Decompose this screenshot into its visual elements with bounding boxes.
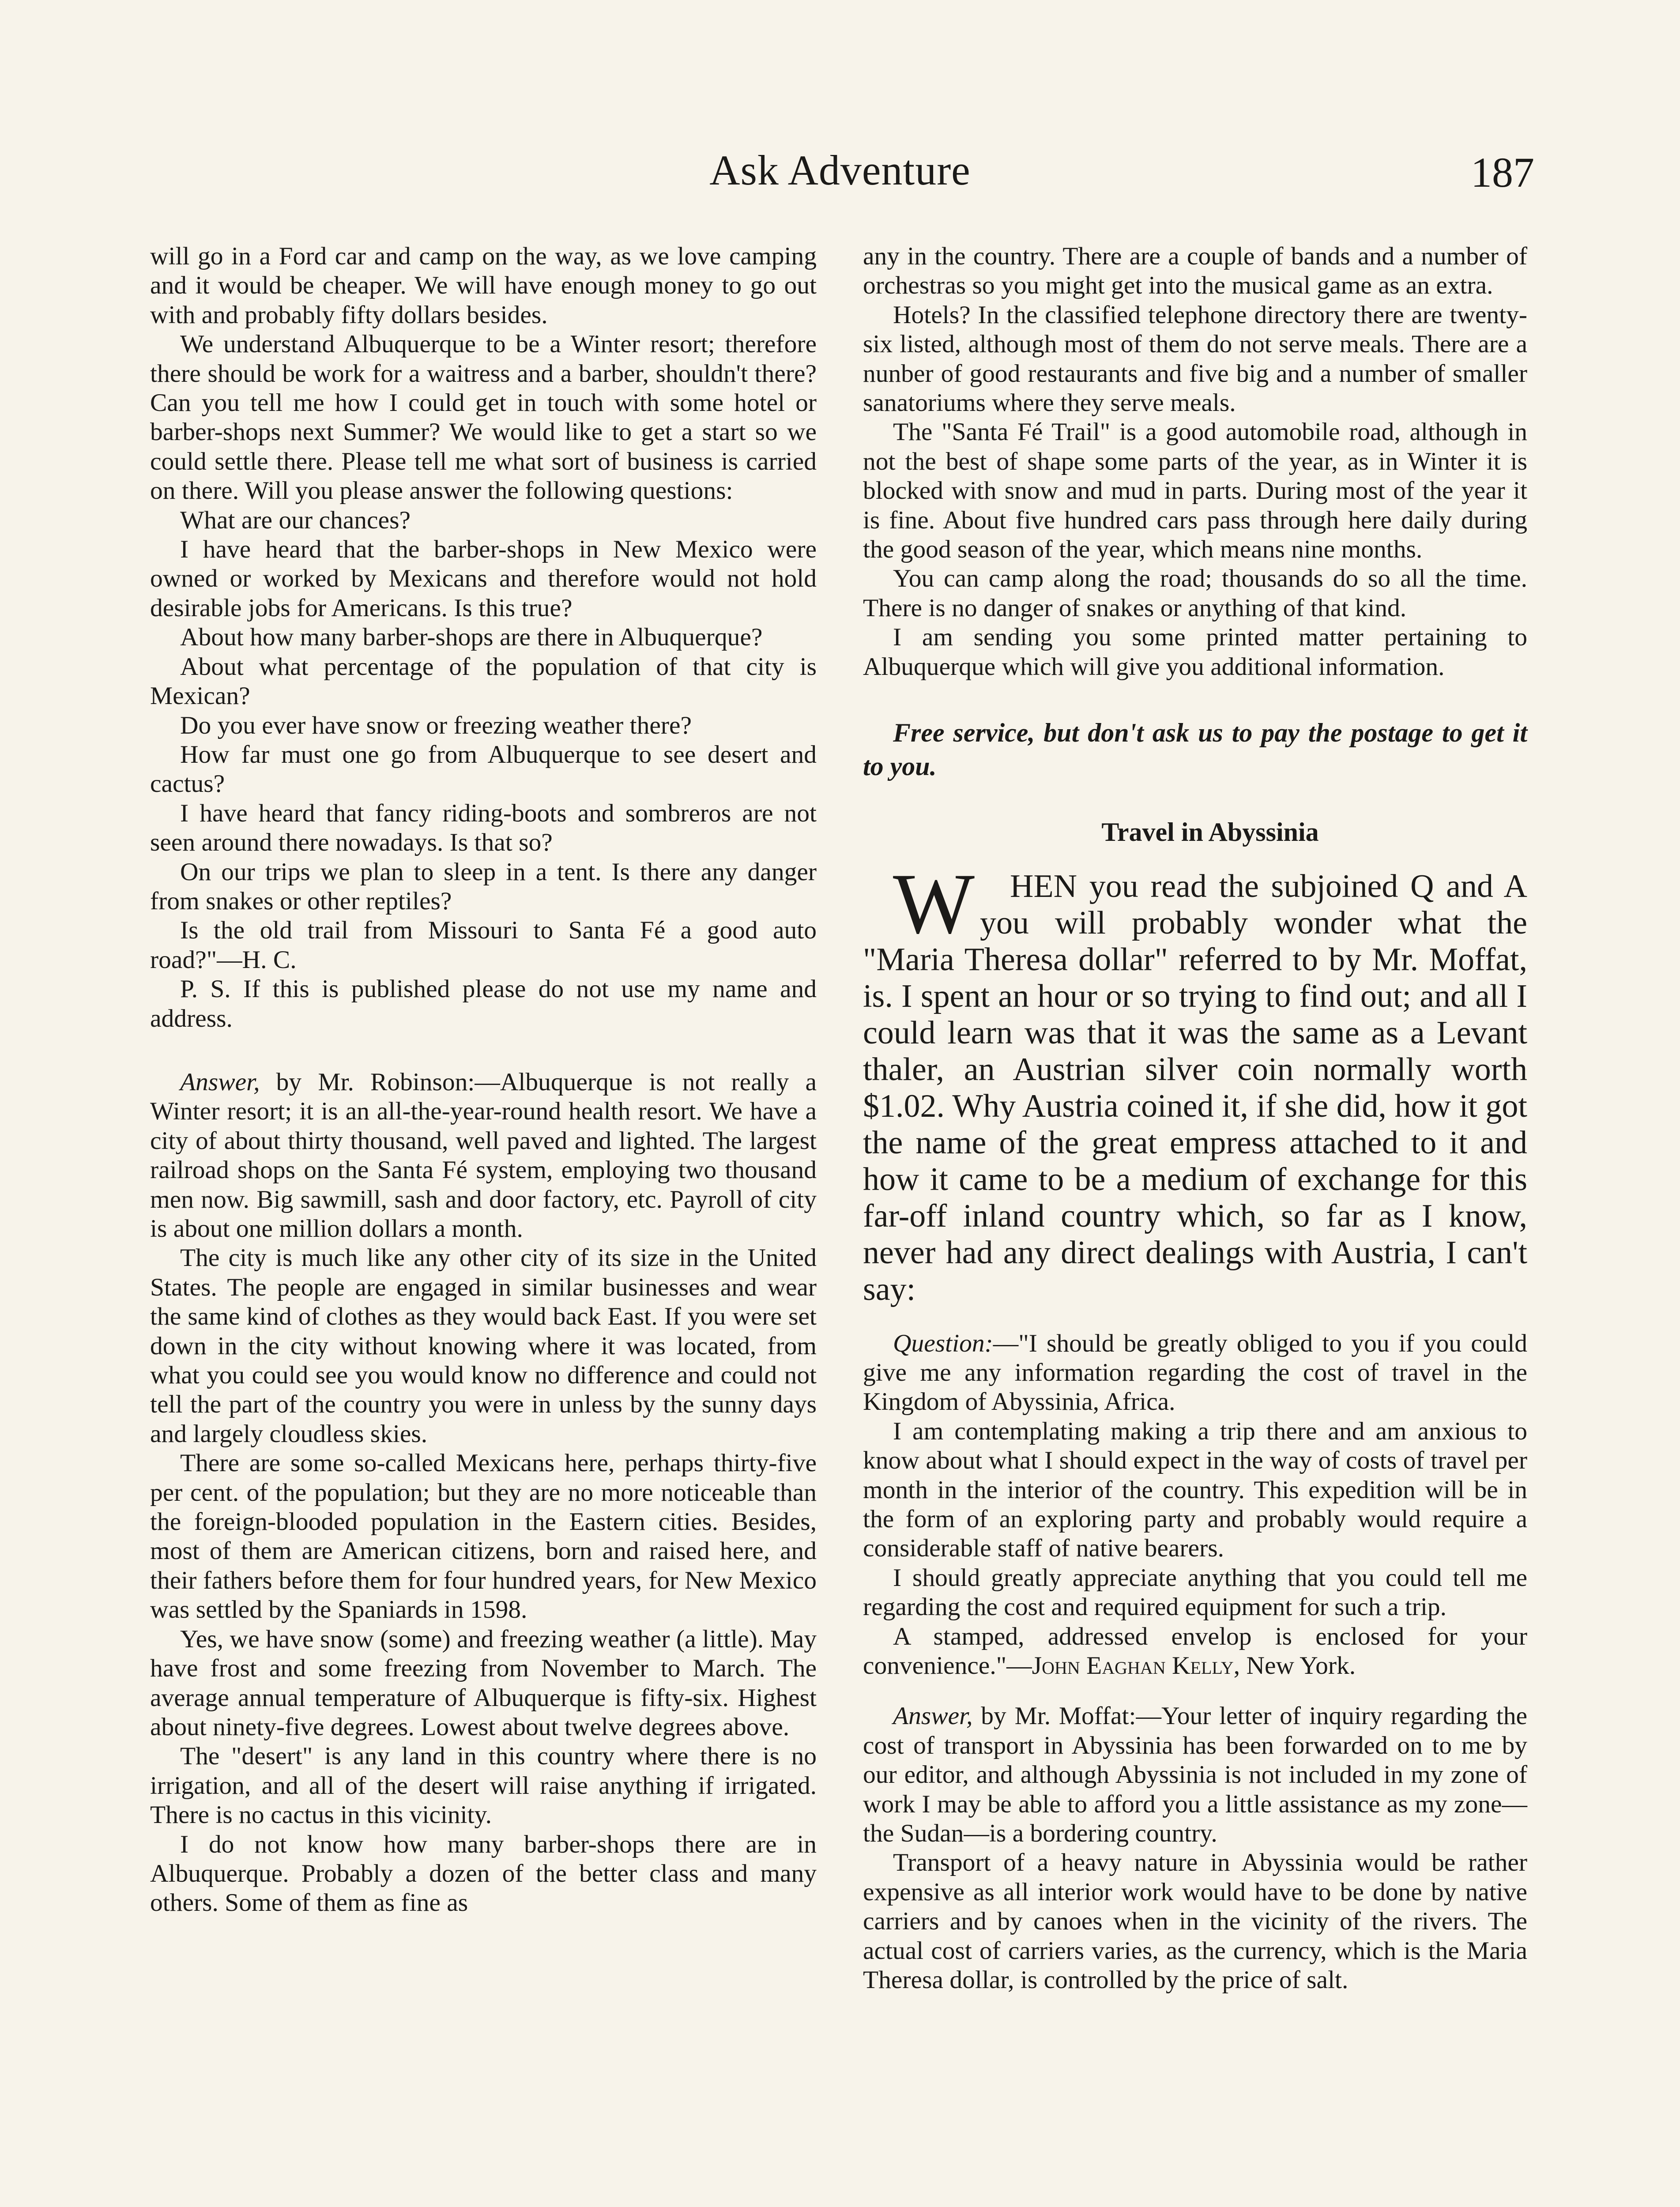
paragraph: About what percentage of the population of that city is Mexican? [150,652,817,710]
paragraph: I have heard that fancy riding-boots and sombreros are not seen around there nowadays. Is that so? [150,799,817,857]
left-column [150,242,817,1918]
paragraph: The "Santa Fé Trail" is a good automobile road, although in not the best of shape some parts of the year, as in Winter it is blocked with snow and mud in parts. During most of the year it is fine. About five hundred cars pass through here daily during the good season of the year, which means nine months. [863,418,1527,564]
answer-label: Answer, [893,1702,973,1730]
paragraph: any in the country. There are a couple of bands and a number of orchestras so you might get into the musical game as an extra. [863,242,1527,300]
paragraph: You can camp along the road; thousands do so all the time. There is no danger of snakes or anything of that kind. [863,565,1527,622]
intro-text: HEN you read the subjoined Q and A you will probably wonder what the "Maria Theresa dollar" referred to by Mr. Moffat, is. I spent an hour or so trying to find out; and all I could learn was that it was the same as a Levant thaler, an Austrian silver coin normally worth $1.02. Why Austria coined it, if she did, how it got the name of the great empress attached to it and how it came to be a medium of exchange for this far-off inland country which, so far as I know, never had any direct dealings with Austria, I can't say: [863,868,1527,1307]
drop-cap: W [893,855,975,952]
paragraph: The city is much like any other city of its size in the United States. The people are engaged in similar businesses and wear the same kind of clothes as they would back East. If you were set down in the city without knowing where it was located, from what you could see you would know no difference and could not tell the part of the country you were in unless by the sunny days and largely cloudless skies. [150,1244,817,1448]
answer-label: Answer, [180,1068,260,1096]
right-column [863,242,1527,1995]
editor-intro [863,855,1527,1308]
paragraph: What are our chances? [180,506,411,534]
paragraph: will go in a Ford car and camp on the way, as we love camping and it would be cheaper. We will have enough money to go out with and probably fifty dollars besides. [150,242,817,329]
paragraph: The "desert" is any land in this country where there is no irrigation, and all of the desert will raise anything if irrigated. There is no cactus in this vicinity. [150,1742,817,1829]
paragraph: I do not know how many barber-shops there are in Albuquerque. Probably a dozen of the better class and many others. Some of them as fine as [150,1830,817,1917]
signature-name: John Eaghan Kelly [1032,1651,1234,1680]
signature-place: , New York. [1233,1651,1356,1680]
paragraph: We understand Albuquerque to be a Winter resort; therefore there should be work for a waitress and a barber, shouldn't there? Can you tell me how I could get in touch with some hotel or barber-shops next Summer? We would like to get a start so we could settle there. Please tell me what sort of business is carried on there. Will you please answer the following questions: [150,330,817,505]
answer-paragraph [150,1068,817,1243]
paragraph: Do you ever have snow or freezing weather there? [180,711,692,739]
page-title: Ask Adventure [709,147,971,194]
paragraph: P. S. If this is published please do not use my name and address. [150,975,817,1032]
free-service-notice: Free service, but don't ask us to pay the postage to get it to you. [863,718,1527,781]
section-heading: Travel in Abyssinia [1101,817,1319,847]
answer-text: by Mr. Moffat:—Your letter of inquiry regarding the cost of transport in Abyssinia has been forwarded on to me by our editor, and although Abyssinia is not included in my zone of work I may be able to afford you a little assistance as my zone—the Sudan—is a bordering country. [863,1702,1527,1847]
answer-paragraph [863,1702,1527,1848]
paragraph: I have heard that the barber-shops in New Mexico were owned or worked by Mexicans and therefore would not hold desirable jobs for Americans. Is this true? [150,535,817,622]
paragraph: I am sending you some printed matter pertaining to Albuquerque which will give you additional information. [863,623,1527,681]
answer-text: by Mr. Robinson:—Albuquerque is not really a Winter resort; it is an all-the-year-round health resort. We have a city of about thirty thousand, well paved and lighted. The largest railroad shops on the Santa Fé system, employing two thousand men now. Big sawmill, sash and door factory, etc. Payroll of city is about one million dollars a month. [150,1068,817,1243]
question-label: Question: [893,1329,993,1357]
paragraph: Transport of a heavy nature in Abyssinia would be rather expensive as all interior work would have to be done by native carriers and by canoes when in the vicinity of the rivers. The actual cost of carriers varies, as the currency, which is the Maria Theresa dollar, is controlled by the price of salt. [863,1849,1527,1994]
page-number: 187 [1471,149,1534,196]
paragraph: Yes, we have snow (some) and freezing weather (a little). May have frost and some freezing from November to March. The average annual temperature of Albuquerque is fifty-six. Highest about ninety-five degrees. Lowest about twelve degrees above. [150,1625,817,1741]
paragraph: Is the old trail from Missouri to Santa Fé a good auto road?"—H. C. [150,916,817,974]
closing-text: A stamped, addressed envelop is enclosed for your convenience."— [863,1622,1527,1680]
question-paragraph [863,1329,1527,1417]
signature-paragraph [863,1622,1527,1681]
paragraph: I am contemplating making a trip there and am anxious to know about what I should expect in the way of costs of travel per month in the interior of the country. This expedition will be in the form of an exploring party and probably would require a considerable staff of native bearers. [863,1417,1527,1563]
paragraph: I should greatly appreciate anything that you could tell me regarding the cost and required equipment for such a trip. [863,1563,1527,1621]
paragraph: About how many barber-shops are there in Albuquerque? [180,623,763,652]
paragraph: Hotels? In the classified telephone directory there are twenty-six listed, although most of them do not serve meals. There are a nunber of good restaurants and five big and a number of smaller sanatoriums where they serve meals. [863,301,1527,417]
paragraph: On our trips we plan to sleep in a tent. Is there any danger from snakes or other reptiles? [150,858,817,915]
paragraph: How far must one go from Albuquerque to see desert and cactus? [150,740,817,798]
question-text: —"I should be greatly obliged to you if you could give me any information regarding the cost of travel in the Kingdom of Abyssinia, Africa. [863,1329,1527,1416]
paragraph: There are some so-called Mexicans here, perhaps thirty-five per cent. of the population; but they are no more noticeable than the foreign-blooded population in the Eastern cities. Besides, most of them are American citizens, born and raised here, and their fathers before them for four hundred years, for New Mexico was settled by the Spaniards in 1598. [150,1449,817,1624]
